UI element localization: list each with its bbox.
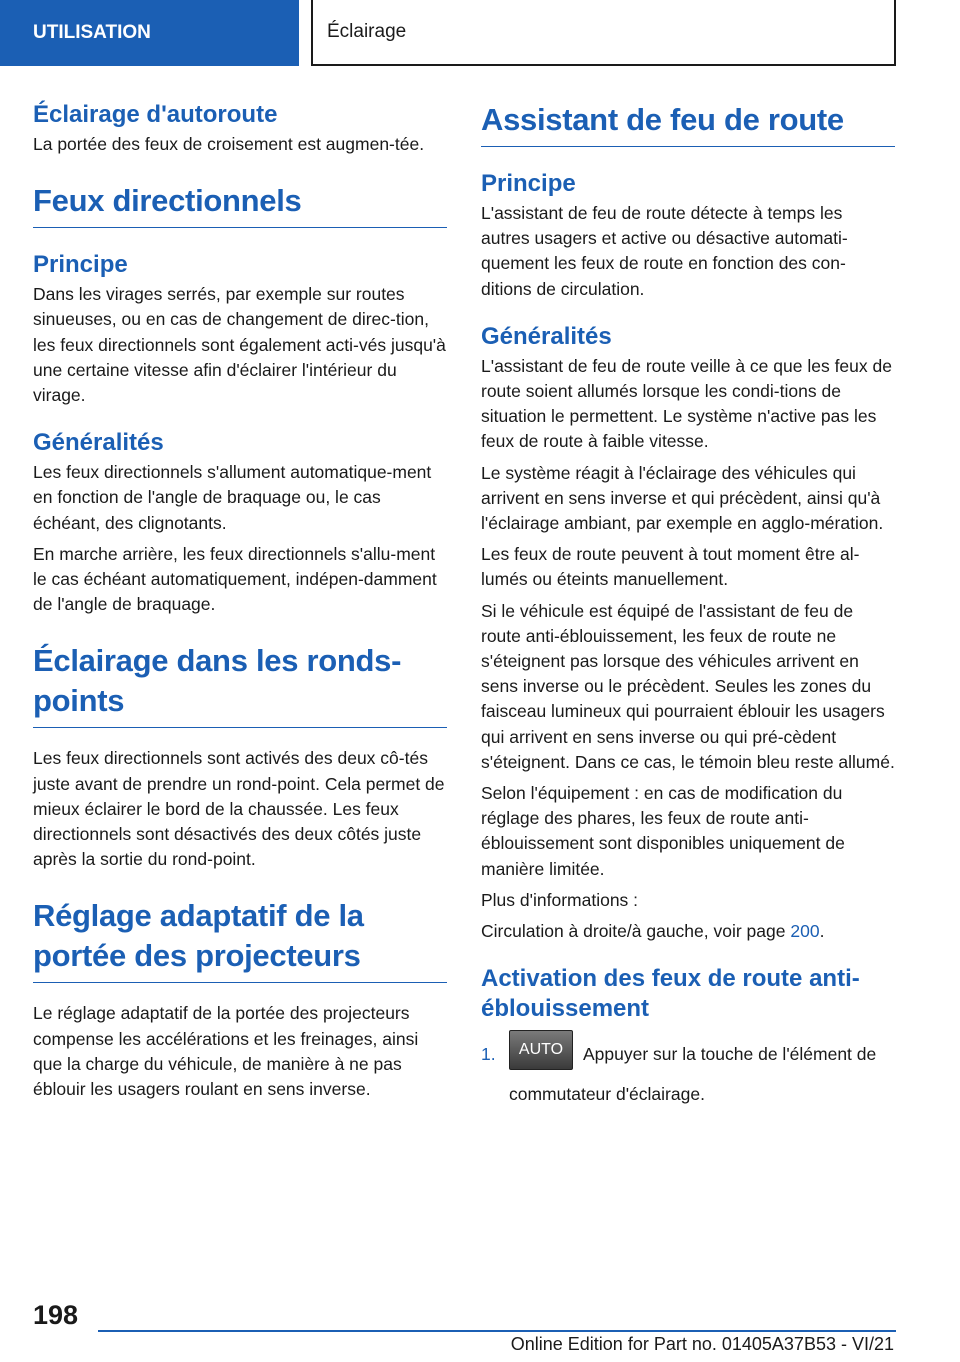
paragraph: Dans les virages serrés, par exemple sur routes sinueuses, ou en cas de changement de direc-tion, les feux directionnels sont également acti-vés jusqu'à une certaine vitesse afin d'éclairer l'intérieur du virage.	[33, 284, 446, 406]
heading-activation: Activation des feux de route anti-éblouissement	[481, 965, 860, 1023]
paragraph: En marche arrière, les feux directionnels s'allu-ment le cas échéant automatiquement, indépen-damment de l'angle de braquage.	[33, 543, 437, 615]
paragraph-with-link	[481, 919, 895, 944]
footer-divider	[98, 1330, 896, 1332]
paragraph: L'assistant de feu de route veille à ce que les feux de route soient allumés lorsque les condi-tions de situation le permettent. Le système n'active pas les feux de route à faible vitesse.	[481, 355, 892, 452]
header-title: Éclairage	[327, 21, 407, 42]
page-number: 198	[33, 1300, 79, 1330]
paragraph: Si le véhicule est équipé de l'assistant de feu de route anti-éblouissement, les feux de route ne s'éteignent pas lorsque des véhicules arrivent en sens inverse ou le précèdent. Seules les zones du faisceau lumineux qui pourraient éblouir les usagers qui arrivent en sens inverse ou qui pré-cèdent s'éteignent. Dans ce cas, le témoin bleu reste allumé.	[481, 600, 895, 772]
header-title-box	[311, 0, 896, 66]
step-number: 1.	[481, 1044, 496, 1065]
step-text: Appuyer sur la touche de l'élément de commutateur d'éclairage.	[509, 1044, 877, 1105]
heading-reglage-adaptatif: Réglage adaptatif de la portée des projecteurs	[33, 896, 447, 983]
paragraph: Le réglage adaptatif de la portée des projecteurs compense les accélérations et les freinages, ainsi que la charge du véhicule, de manière à ne pas éblouir les usagers roulant en sens inverse.	[33, 1003, 419, 1100]
heading-generalites: Généralités	[33, 429, 164, 457]
heading-eclairage-autoroute: Éclairage d'autoroute	[33, 101, 278, 128]
step-1	[481, 1030, 895, 1105]
cross-reference-text: Circulation à droite/à gauche, voir page	[481, 921, 791, 942]
paragraph: Le système réagit à l'éclairage des véhicules qui arrivent en sens inverse et qui précèdent, ainsi qu'à l'éclairage ambiant, par exemple en agglo-mération.	[481, 462, 884, 534]
paragraph: Les feux directionnels sont activés des deux cô-tés juste avant de prendre un rond-point. Cela permet de mieux éclairer le bord de la chaussée. Les feux directionnels sont désactivés des deux côtés juste après la sortie du rond-point.	[33, 748, 445, 870]
heading-assistant-feu-route: Assistant de feu de route	[481, 100, 895, 147]
left-column	[33, 100, 447, 1102]
heading-principe: Principe	[481, 170, 576, 197]
paragraph: Selon l'équipement : en cas de modification du réglage des phares, les feux de route anti-éblouissement sont disponibles uniquement de manière limitée.	[481, 783, 845, 879]
heading-principe: Principe	[33, 251, 128, 279]
right-column	[481, 100, 895, 1105]
paragraph: Les feux de route peuvent à tout moment être al-lumés ou éteints manuellement.	[481, 544, 860, 590]
paragraph: La portée des feux de croisement est augmen-tée.	[33, 134, 425, 154]
page-link[interactable]: 200	[790, 921, 820, 942]
paragraph: Les feux directionnels s'allument automatique-ment en fonction de l'angle de braquage ou, le cas échéant, des clignotants.	[33, 462, 432, 533]
heading-eclairage-ronds-points: Éclairage dans les ronds-points	[33, 641, 447, 728]
header-section-label: UTILISATION	[33, 22, 151, 43]
paragraph: L'assistant de feu de route détecte à temps les autres usagers et active ou désactive automati-quement les feux de route en fonction des con-ditions de circulation.	[481, 203, 848, 299]
auto-button-icon: AUTO	[509, 1030, 573, 1070]
header-section-tab	[0, 0, 299, 66]
paragraph: Plus d'informations :	[481, 889, 639, 910]
step-text-block	[509, 1030, 895, 1105]
period: .	[819, 921, 825, 942]
footer-edition: Online Edition for Part no. 01405A37B53 - VI/21	[510, 1334, 894, 1354]
heading-generalites: Généralités	[481, 322, 612, 350]
heading-feux-directionnels: Feux directionnels	[33, 181, 447, 228]
